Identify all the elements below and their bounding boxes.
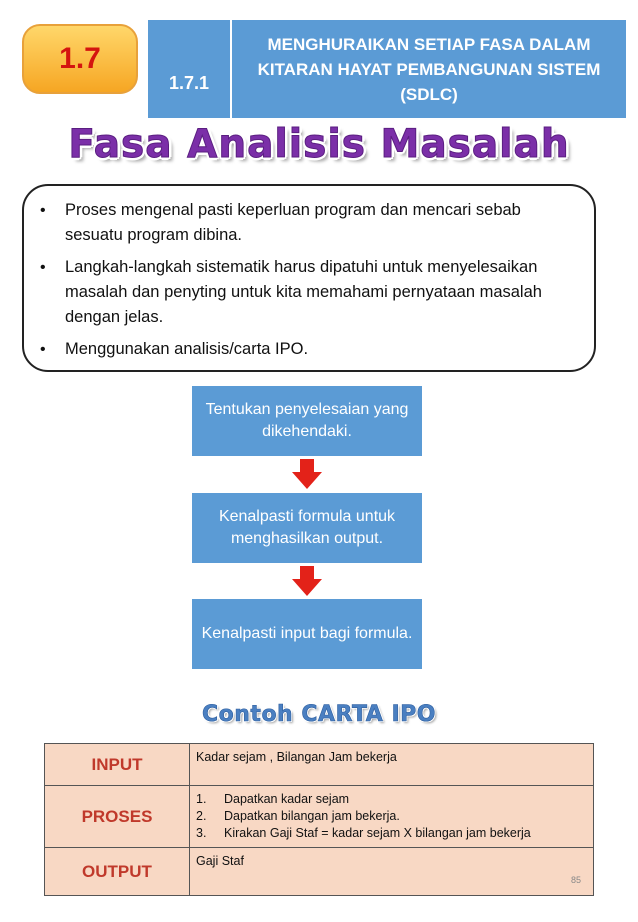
output-text: Gaji Staf	[196, 854, 244, 868]
step-text: Kirakan Gaji Staf = kadar sejam X bilangan jam bekerja	[224, 826, 531, 840]
step-text: Dapatkan bilangan jam bekerja.	[224, 809, 400, 823]
down-arrow-icon	[292, 566, 322, 596]
down-arrow-icon	[292, 459, 322, 489]
step-number: 2.	[196, 809, 207, 823]
bullet-item: • Menggunakan analisis/carta IPO.	[38, 337, 580, 362]
bullet-item: • Langkah-langkah sistematik harus dipatuhi untuk menyelesaikan masalah dan penyting untuk kita memahami pernyataan masalah dengan jelas.	[38, 255, 580, 330]
page-title: Fasa Analisis Masalah	[68, 122, 570, 167]
section-badge-label: 1.7	[59, 42, 101, 75]
output-value	[190, 848, 594, 896]
list-item	[196, 808, 587, 825]
input-value: Kadar sejam , Bilangan Jam bekerja	[190, 744, 594, 786]
table-row	[45, 744, 594, 786]
example-title: Contoh CARTA IPO	[202, 702, 436, 727]
step-number: 1.	[196, 792, 207, 806]
section-title: MENGHURAIKAN SETIAP FASA DALAM KITARAN HAYAT PEMBANGUNAN SISTEM (SDLC)	[257, 34, 601, 104]
step-number: 3.	[196, 826, 207, 840]
process-steps	[196, 791, 587, 842]
ipo-table	[44, 743, 594, 896]
flow-step-1: Tentukan penyelesaian yang dikehendaki.	[192, 386, 422, 456]
table-row	[45, 786, 594, 848]
page-number: 85	[570, 875, 581, 885]
list-item	[196, 791, 587, 808]
section-number: 1.7.1	[168, 73, 210, 93]
process-value	[190, 786, 594, 848]
list-item	[196, 825, 587, 842]
input-label: INPUT	[45, 744, 190, 786]
output-label: OUTPUT	[45, 848, 190, 896]
section-header	[148, 20, 626, 118]
table-row	[45, 848, 594, 896]
bullet-item: • Proses mengenal pasti keperluan program dan mencari sebab sesuatu program dibina.	[38, 198, 580, 248]
section-badge	[22, 24, 138, 94]
process-label: PROSES	[45, 786, 190, 848]
description-box	[22, 184, 596, 372]
flow-step-2: Kenalpasti formula untuk menghasilkan output.	[192, 493, 422, 563]
flow-step-3: Kenalpasti input bagi formula.	[192, 599, 422, 669]
step-text: Dapatkan kadar sejam	[224, 792, 350, 806]
bullet-list	[38, 198, 580, 362]
